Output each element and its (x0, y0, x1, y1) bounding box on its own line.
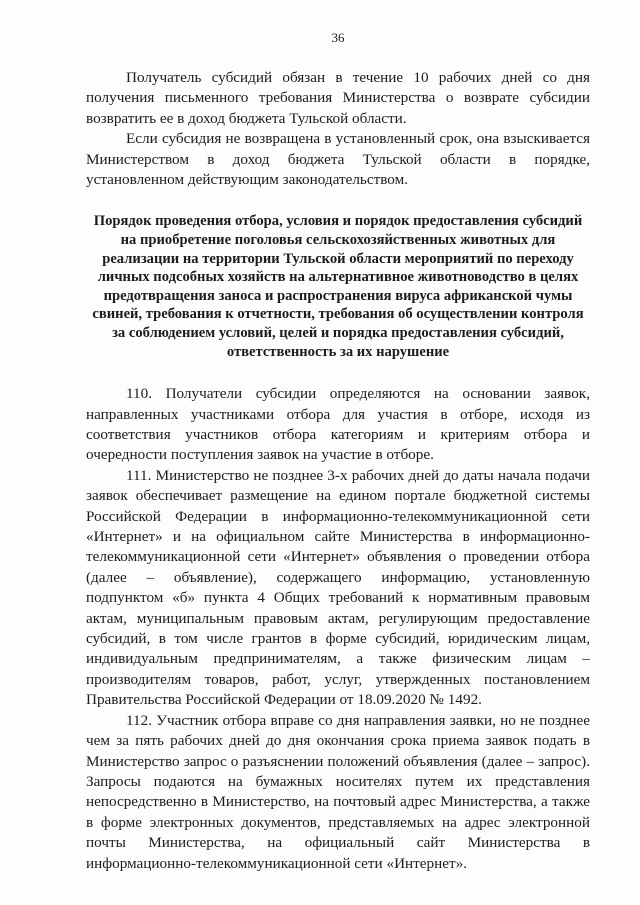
paragraph-110: 110. Получатели субсидии определяются на основании заявок, направленных участниками отбора для участия в отборе, исходя из соответствия участников отбора категориям и критериям отбора и очередности поступления заявок на участие в отборе. (86, 385, 590, 464)
section-heading: Порядок проведения отбора, условия и порядок предоставления субсидий на приобретение поголовья сельскохозяйственных животных для реализации на территории Тульской области мероприятий по переходу личных подсобных хозяйств на альтернативное животноводство в целях предотвращения заноса и распространения вируса африканской чумы свиней, требования к отчетности, требования об осуществлении контроля за соблюдением условий, целей и порядка предоставления субсидий, ответственность за их нарушение (92, 213, 584, 360)
paragraph-refund-obligation: Получатель субсидий обязан в течение 10 рабочих дней со дня получения письменного требования Министерства о возврате субсидии возвратить ее в доход бюджета Тульской области. (86, 69, 590, 127)
page-number: 36 (331, 30, 345, 45)
paragraph-112: 112. Участник отбора вправе со дня направления заявки, но не позднее чем за пять рабочих дней до дня окончания срока приема заявок подать в Министерство запрос о разъяснении положений объявления (далее – запрос). Запросы подаются на бумажных носителях путем их представления непосредственно в Министерство, на почтовый адрес Министерства, а также в форме электронных документов, представляемых на адрес электронной почты Министерства, на официальный сайт Министерства в информационно-телекоммуникационной сети «Интернет». (86, 711, 590, 872)
paragraph-refund-enforcement: Если субсидия не возвращена в установленный срок, она взыскивается Министерством в доход бюджета Тульской области в порядке, установленном действующим законодательством. (86, 130, 590, 189)
paragraph-111: 111. Министерство не позднее 3-х рабочих дней до даты начала подачи заявок обеспечивает размещение на едином портале бюджетной системы Российской Федерации в информационно-телекоммуникационной сети «Интернет» и на официальном сайте Министерства в информационно-телекоммуникационной сети «Интернет» объявления о проведении отбора (далее – объявление), содержащего информацию, установленную подпунктом «б» пункта 4 Общих требований к нормативным правовым актам, муниципальным правовым актам, регулирующим предоставление субсидий, в том числе грантов в форме субсидий, юридическим лицам, индивидуальным предпринимателям, а также физическим лицам – производителям товаров, работ, услуг, утвержденных постановлением Правительства Российской Федерации от 18.09.2020 № 1492. (86, 466, 590, 709)
